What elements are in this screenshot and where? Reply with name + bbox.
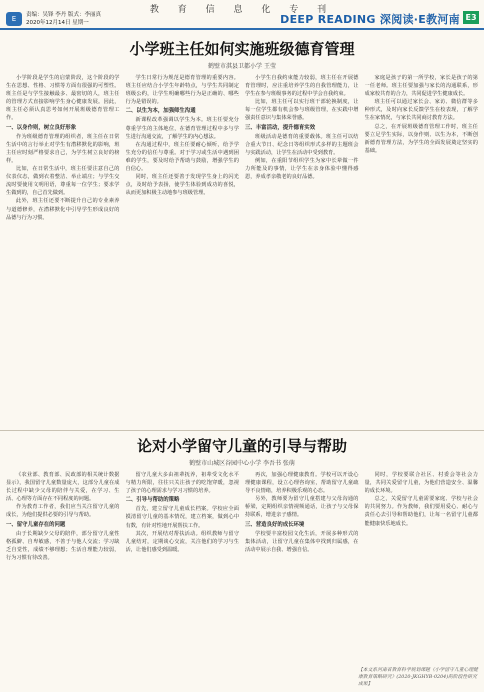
paragraph: 在沟通过程中，班主任要耐心倾听，给予学生充分的信任与尊重。对于学习或生活中遇到困难的学生，要及时给予帮助与鼓励，增强学生的自信心。 [125, 141, 239, 173]
masthead [0, 0, 484, 30]
article-1-column-3 [245, 74, 359, 424]
paragraph: 总之，在开展班级德育管理工作时，班主任要立足学生实际，以身作则、以生为本，不断创新德育管理方法，为学生的全面发展奠定坚实的基础。 [364, 123, 478, 154]
paragraph: 小学生自我约束能力较弱，班主任在开展德育管理时，应注重培养学生的自我管理能力，让学生在参与班级事务的过程中学会自我约束。 [245, 75, 359, 98]
paragraph: 再次，加强心理健康教育。学校可以开设心理健康课程，设立心理咨询室，帮助留守儿童疏导不良情绪，培养积极乐观的心态。 [245, 472, 359, 495]
subheading: 一、以身作则，树立良好形象 [6, 124, 77, 131]
subheading: 二、引导与帮助的策略 [125, 497, 180, 504]
paragraph: 作为教育工作者，我们应当关注留守儿童的成长，为他们提供必要的引导与帮助。 [6, 504, 120, 519]
article-2-column-4 [365, 471, 479, 676]
editor-credit: 责编：吴锋 李丹 版式：李丽真 [26, 12, 101, 18]
paragraph: 同时，学校要联合社区、村委会等社会力量，共同关爱留守儿童，为他们营造安全、温馨的成长环境。 [364, 472, 478, 495]
article-2-column-3 [245, 471, 359, 676]
paragraph: 班主任可以通过家长会、家访、微信群等多种形式，及时向家长反馈学生在校表现，了解学生在家情况，与家长共同商讨教育方法。 [364, 99, 478, 122]
paragraph: 首先，建立留守儿童成长档案。学校应全面摸清留守儿童的基本情况，建立档案，做到心中有数，有针对性地开展帮扶工作。 [125, 506, 239, 529]
article-2-byline: 鹤壁市山城区谷园中心小学 李吾书 张萌 [189, 460, 295, 467]
paragraph: 其次，开展结对帮扶活动。组织教师与留守儿童结对，定期谈心交流，关注他们的学习与生活，让他们感受到温暖。 [125, 530, 239, 553]
paragraph: 学生日常行为规范是德育管理的重要内容。班主任应结合小学生年龄特点，与学生共同制定班级公约，让学生明确哪些行为是正确的、哪些行为是错误的。 [125, 75, 239, 106]
paragraph: 班级活动是德育的重要载体。班主任可以结合重大节日、纪念日等组织形式多样的主题班会与实践活动，让学生在活动中受到教育。 [245, 133, 359, 156]
paragraph: 比如，班主任可以实行班干部轮换制度，让每一位学生都有机会参与班级管理，在实践中增强责任意识与集体荣誉感。 [245, 99, 359, 122]
article-2-column-2 [126, 471, 240, 676]
section-brand: DEEP READING 深阅读·E教河南 [280, 13, 460, 26]
issue-date: 2020年12月14日 星期一 [26, 20, 89, 26]
page-number-badge: E3 [463, 11, 479, 24]
article-1 [6, 38, 478, 423]
paragraph: 作为班级德育管理的组织者，班主任在日常生活中的言行举止对学生有潜移默化的影响，班主任应时刻严格要求自己，为学生树立良好的榜样。 [6, 133, 120, 164]
paragraph: 家庭是孩子的第一所学校，家长是孩子的第一任老师。班主任要加强与家长的沟通联系，形成家校共育的合力，共同促进学生健康成长。 [364, 75, 478, 98]
paragraph: 总之，关爱留守儿童需要家庭、学校与社会的共同努力。作为教师，我们要用爱心、耐心与责任心去引导和帮助他们，让每一名留守儿童都能健康快乐地成长。 [364, 496, 478, 527]
paragraph: 学校要丰富校园文化生活，开展多种形式的集体活动，让留守儿童在集体中找到归属感，在活动中展示自我、增强自信。 [245, 530, 359, 553]
paragraph: 《农业部、教育部、民政部的相关统计数据显示》，我国留守儿童数量庞大，这部分儿童在成长过程中缺少父母的陪伴与关爱，在学习、生活、心理等方面存在不同程度的问题。 [6, 472, 120, 503]
paragraph: 此外，班主任还要不断提升自己的专业素养与道德修养，在潜移默化中引导学生形成良好的品德与行为习惯。 [6, 198, 120, 221]
masthead-title: 教 育 信 息 化 专 刊 [149, 5, 335, 15]
subheading: 三、营造良好的成长环境 [245, 521, 305, 528]
paragraph: 同时，班主任还要善于发现学生身上的闪光点，及时给予表扬，使学生体验到成功的喜悦，从而更加积极主动地参与班级管理。 [125, 174, 239, 197]
subheading: 三、丰富活动，提升德育实效 [245, 124, 316, 131]
newspaper-logo-icon: E [6, 12, 22, 26]
article-divider [0, 430, 484, 431]
article-1-column-4 [365, 74, 479, 424]
paragraph: 留守儿童大多由祖辈抚养，祖辈受文化水平与精力所限，往往只关注孩子的吃饱穿暖，忽视了孩子的心理需求与学习习惯的培养。 [125, 472, 239, 495]
article-2-footnote: 【本文系河南省教育科学规划课题《小学留守儿童心理健康教育策略研究》(2020-JKGHYB-0204)的阶段性研究成果】 [358, 668, 478, 687]
paragraph: 另外，教师要为留守儿童搭建与父母沟通的桥梁，定期组织亲情视频通话，让孩子与父母保持联系，增进亲子感情。 [245, 496, 359, 519]
masthead-rule [0, 28, 484, 30]
article-2 [6, 435, 478, 685]
article-1-column-2 [126, 74, 240, 424]
paragraph: 比如，在日常生活中，班主任要注意自己的仪表仪态，做到衣着整洁、举止端庄；与学生交流时要使用文明用语，尊重每一位学生；要求学生做到的，自己首先做到。 [6, 166, 120, 197]
article-1-byline: 鹤壁市淇县卫都小学 王莹 [208, 63, 276, 70]
article-2-column-1 [6, 471, 120, 676]
subheading: 二、以生为本，加强师生沟通 [125, 108, 196, 115]
article-2-title: 论对小学留守儿童的引导与帮助 [136, 437, 347, 455]
paragraph: 新课程改革强调以学生为本。班主任要充分尊重学生的主体地位，在德育管理过程中多与学生进行沟通交流，了解学生的内心想法。 [125, 117, 239, 140]
article-1-column-1 [6, 74, 120, 424]
paragraph: 小学阶段是学生的启蒙阶段，这个阶段的学生在思想、性格、习惯等方面有很强的可塑性。班主任是与学生接触最多、最密切的人，班主任的管理方式直接影响学生身心健康发展。因此，班主任必须认真思考如何开展班级德育管理工作。 [6, 75, 120, 122]
subheading: 一、留守儿童存在的问题 [6, 521, 66, 528]
article-1-title: 小学班主任如何实施班级德育管理 [129, 40, 355, 58]
paragraph: 由于长期缺少父母的陪伴，部分留守儿童性格孤僻、自卑敏感，不善于与他人交流；学习缺乏自觉性，成绩不够理想；生活自理能力较弱，行为习惯有待改善。 [6, 530, 120, 561]
paragraph: 例如，在重阳节组织学生为家中长辈做一件力所能及的事情，让学生在亲身体验中懂得感恩，养成孝亲敬老的良好品德。 [245, 157, 359, 181]
masthead-meta [26, 11, 101, 27]
